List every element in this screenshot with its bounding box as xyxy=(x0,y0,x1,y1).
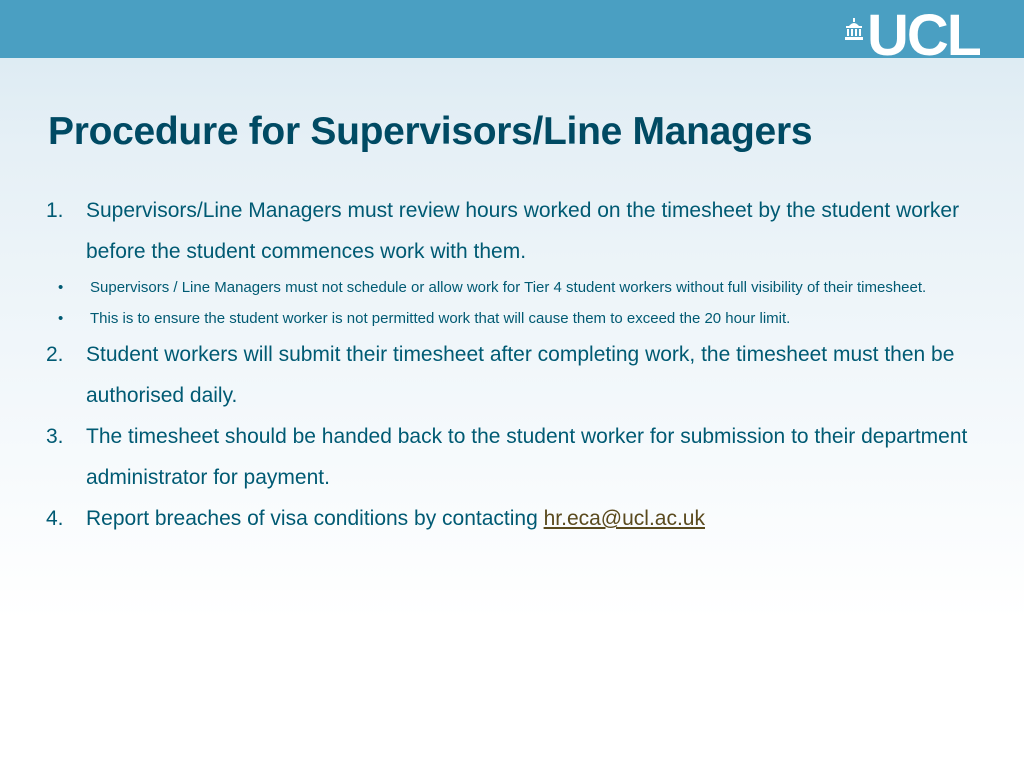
page-title: Procedure for Supervisors/Line Managers xyxy=(48,110,813,153)
list-item-3 xyxy=(46,416,976,498)
sub-item-2 xyxy=(46,303,976,334)
list-item-1 xyxy=(46,190,976,272)
logo-text: UCL xyxy=(867,12,981,60)
list-item-4 xyxy=(46,498,976,539)
item-number: 3. xyxy=(46,425,64,448)
item-text: Report breaches of visa conditions by contacting xyxy=(86,507,544,530)
sub-item-1 xyxy=(46,272,976,303)
sub-item-text: Supervisors / Line Managers must not schedule or allow work for Tier 4 student workers without full visibility of their timesheet. xyxy=(90,279,927,296)
list-item-2 xyxy=(46,334,976,416)
item-text: Student workers will submit their timesheet after completing work, the timesheet must then be authorised daily. xyxy=(86,343,955,407)
bullet: • xyxy=(58,310,64,327)
item-text: The timesheet should be handed back to the student worker for submission to their department administrator for payment. xyxy=(86,425,968,489)
item-number: 4. xyxy=(46,507,64,530)
portico-icon xyxy=(845,18,863,40)
sub-item-text: This is to ensure the student worker is not permitted work that will cause them to exceed the 20 hour limit. xyxy=(90,310,791,327)
ucl-logo xyxy=(845,12,980,60)
item-number: 2. xyxy=(46,343,64,366)
item-text: Supervisors/Line Managers must review hours worked on the timesheet by the student worker before the student commences work with them. xyxy=(86,199,960,263)
email-link[interactable]: hr.eca@ucl.ac.uk xyxy=(543,507,705,530)
bullet: • xyxy=(58,279,64,296)
item-number: 1. xyxy=(46,199,64,222)
procedure-list xyxy=(46,190,976,539)
sub-list xyxy=(46,272,976,334)
